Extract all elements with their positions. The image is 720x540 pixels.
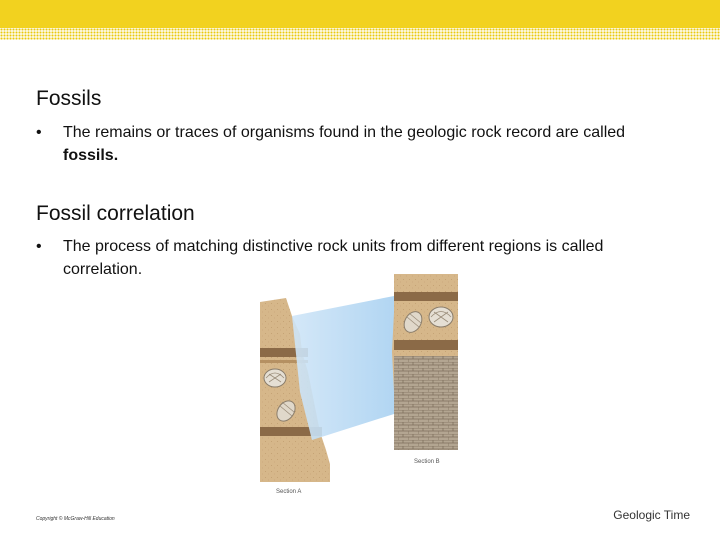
dotted-band xyxy=(0,28,720,40)
bullet-text-plain: The remains or traces of organisms found in the geologic rock record are called xyxy=(63,124,626,141)
top-yellow-band xyxy=(0,0,720,28)
footer-title: Geologic Time xyxy=(613,508,690,522)
bullet-text-bold: fossils. xyxy=(63,147,119,164)
bullet-marker: • xyxy=(36,124,42,141)
section-b-column xyxy=(392,274,458,450)
correlation-bridge xyxy=(292,296,394,440)
heading-fossil-correlation: Fossil correlation xyxy=(36,202,195,225)
bullet-marker: • xyxy=(36,238,42,255)
copyright-notice: Copyright © McGraw-Hill Education xyxy=(36,516,115,522)
bullet-text xyxy=(63,121,683,167)
section-a-caption: Section A xyxy=(276,489,302,495)
correlation-figure xyxy=(258,272,463,497)
section-b-caption: Section B xyxy=(414,459,440,465)
heading-fossils: Fossils xyxy=(36,87,102,110)
bullet-text: The process of matching distinctive rock units from different regions is called correlation. xyxy=(63,238,604,278)
